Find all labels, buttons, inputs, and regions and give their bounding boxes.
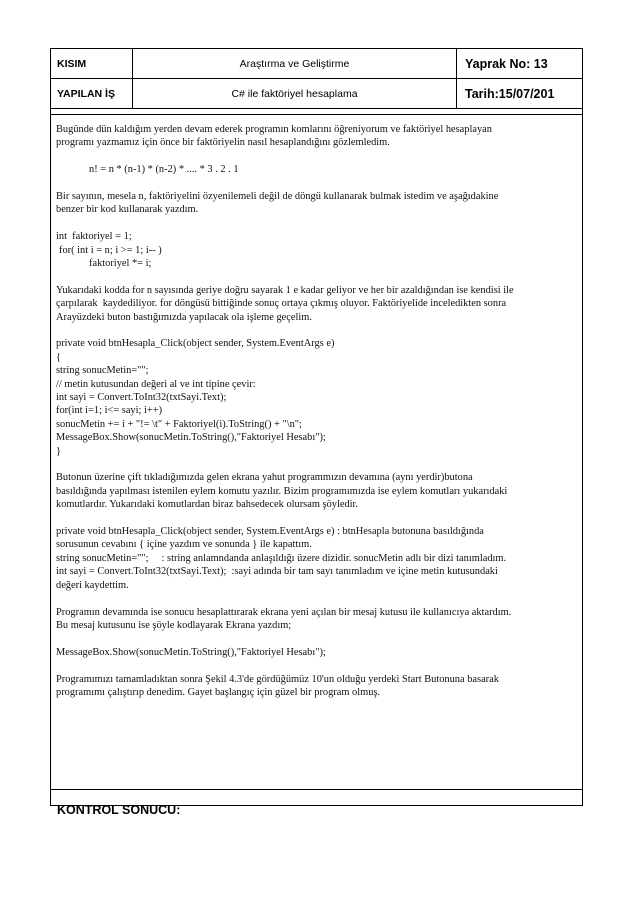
code-line: for( int i = n; i >= 1; i-- ) bbox=[59, 244, 162, 256]
paragraph-intro bbox=[56, 123, 577, 150]
code-line: int sayi = Convert.ToInt32(txtSayi.Text); bbox=[56, 392, 227, 404]
text-line: benzer bir kod kullanarak yazdım. bbox=[56, 204, 199, 216]
text-line: programı yazmamız için önce bir faktöriyelin nasıl hesaplandığını gözlemledim. bbox=[56, 137, 390, 149]
paragraph-conclusion bbox=[56, 673, 577, 700]
text-line: int sayi = Convert.ToInt32(txtSayi.Text); :sayi adında bir tam sayı tanımladım ve içine metin kutusundaki bbox=[56, 566, 498, 578]
code-line: // metin kutusundan değeri al ve int tipine çevir: bbox=[56, 378, 256, 390]
text-line: programımı çalıştırıp denedim. Gayet başlangıç için güzel bir program olmuş. bbox=[56, 686, 381, 698]
factorial-formula: n! = n * (n-1) * (n-2) * .... * 3 . 2 . 1 bbox=[89, 164, 239, 176]
code-line: MessageBox.Show(sonucMetin.ToString(),"Faktoriyel Hesabı"); bbox=[56, 432, 326, 444]
report-content bbox=[51, 115, 582, 790]
text-line: Yukarıdaki kodda for n sayısında geriye doğru sayarak 1 e kadar geliyor ve her bir azaldığından ise kendisi ile bbox=[56, 284, 514, 296]
text-line: Bugünde dün kaldığım yerden devam ederek programın komlarını öğreniyorum ve faktöriyel hesaplayan bbox=[56, 124, 492, 135]
header-row-section bbox=[51, 49, 582, 79]
page-number: Yaprak No: 13 bbox=[465, 56, 548, 71]
text-line: sorusunun cevabını { içine yazdım ve sonunda } ile kapattım. bbox=[56, 539, 312, 551]
code-line: for(int i=1; i<= sayi; i++) bbox=[56, 405, 163, 417]
text-line: komutlardır. Yukarıdaki komutlardan biraz bahsedecek olursam şöyledir. bbox=[56, 499, 359, 511]
code-line: sonucMetin += i + "!= \t" + Faktoriyel(i).ToString() + "\n"; bbox=[56, 418, 302, 430]
paragraph-loop bbox=[56, 190, 577, 217]
text-line: Butonun üzerine çift tıkladığımızda gelen ekrana yahut programmızın devamına (aynı yerdir)butona bbox=[56, 472, 473, 484]
code-line: faktoriyel *= i; bbox=[89, 258, 152, 270]
paragraph-explanation bbox=[56, 284, 577, 324]
report-sheet bbox=[50, 48, 583, 817]
code-line: { bbox=[56, 351, 61, 363]
text-line: Bir sayının, mesela n, faktöriyelini özyenilemeli değil de döngü kullanarak bulmak istedim ve aşağıdakine bbox=[56, 191, 499, 202]
header-row-work bbox=[51, 79, 582, 109]
paragraph-message bbox=[56, 606, 577, 633]
code-block-click-handler bbox=[56, 337, 577, 458]
text-line: Arayüzdeki buton bastığımızda yapılacak ola işleme geçelim. bbox=[56, 311, 312, 323]
formula bbox=[56, 163, 577, 176]
code-block-loop bbox=[56, 230, 577, 270]
work-title: C# ile faktöriyel hesaplama bbox=[133, 79, 457, 108]
code-line: private void btnHesapla_Click(object sender, System.EventArgs e) bbox=[56, 338, 335, 350]
text-line: Programın devamında ise sonucu hesaplattırarak ekrana yeni açılan bir mesaj kutusu ile kullanıcıya aktardım. bbox=[56, 606, 512, 618]
code-line: MessageBox.Show(sonucMetin.ToString(),"Faktoriyel Hesabı"); bbox=[56, 646, 326, 658]
code-line: int faktoriyel = 1; bbox=[56, 231, 132, 243]
section-title: Araştırma ve Geliştirme bbox=[133, 49, 457, 78]
text-line: Bu mesaj kutusunu ise şöyle kodlayarak Ekrana yazdım; bbox=[56, 619, 292, 631]
section-label: KISIM bbox=[51, 49, 133, 78]
control-result: KONTROL SONUCU: bbox=[57, 803, 181, 817]
text-line: private void btnHesapla_Click(object sender, System.EventArgs e) : btnHesapla butonuna basıldığında bbox=[56, 526, 484, 538]
text-line: çarpılarak kaydediliyor. for döngüsü bittiğinde sonuç ortaya çıkmış oluyor. Faktöriyelide inceledikten sonra bbox=[56, 298, 507, 310]
work-label: YAPILAN İŞ bbox=[51, 79, 133, 108]
text-line: basıldığında yapılması istenilen eylem komutu yazılır. Bizim programımızda ise eylem komutları yukarıdaki bbox=[56, 485, 508, 497]
text-line: değeri kaydettim. bbox=[56, 579, 129, 591]
code-line-messagebox bbox=[56, 646, 577, 659]
paragraph-commands bbox=[56, 525, 577, 592]
text-line: Programımızı tamamladıktan sonra Şekil 4.3'de gördüğümüz 10'un olduğu yerdeki Start Butonuna basarak bbox=[56, 673, 499, 685]
code-line: } bbox=[56, 445, 61, 457]
text-line: string sonucMetin=""; : string anlamndanda anlaşıldığı üzere dizidir. sonucMetin adlı bir dizi tanımladım. bbox=[56, 552, 507, 564]
paragraph-button bbox=[56, 471, 577, 511]
code-line: string sonucMetin=""; bbox=[56, 365, 149, 377]
date: Tarih:15/07/201 bbox=[465, 86, 555, 101]
